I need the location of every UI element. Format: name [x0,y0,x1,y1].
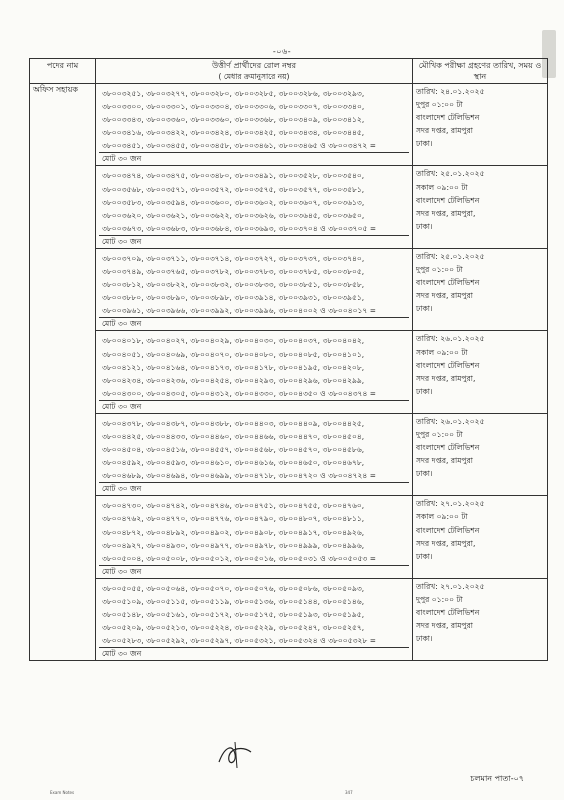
result-table [29,58,548,661]
roll-numbers-line: ৩৮০০৩৮১২, ৩৮০০৩৮২২, ৩৮০০৩৮৩২, ৩৮০০৩৮৩৩, ৩৮০০৩৮৫১, ৩৮০০৩৮৫৮, [102,280,365,290]
total-count: মোট ৩০ জন [99,317,409,329]
total-count: মোট ৩০ জন [99,647,409,659]
interview-schedule-cell [413,166,548,248]
roll-numbers-line: ৩৮০০৩৭৪৯, ৩৮০০৩৭৬৫, ৩৮০০৩৭৮২, ৩৮০০৩৭৮৩, ৩৮০০৩৭৮৫, ৩৮০০৩৮০৫, [102,267,365,277]
schedule-line: সকাল ০৯:০০ টা [416,182,468,192]
signature-mark [215,740,255,770]
roll-numbers-line: ৩৮০০৪৫০৪, ৩৮০০৪৫১৬, ৩৮০০৪৫৫৭, ৩৮০০৪৫৬৮, ৩৮০০৪৫৭০, ৩৮০০৪৫৮৬, [102,445,365,455]
roll-numbers-line: ৩৮০০৪৩০০, ৩৮০০৪৩০৫, ৩৮০০৪৩১২, ৩৮০০৪৩৩০, ৩৮০০৪৩৫০ ও ৩৮০০৪৩৭৪ = [102,388,377,398]
roll-numbers-cell [96,413,413,495]
schedule-line: সদর দপ্তর, রামপুরা [416,291,473,301]
schedule-line: তারিখ: ২৬.০১.২০২৫ [416,334,485,344]
roll-numbers-line: ৩৮০০৪৬৮৯, ৩৮০০৪৬৯৪, ৩৮০০৪৬৯৯, ৩৮০০৪৭১৮, ৩৮০০৪৭২০ ও ৩৮০০৪৭২৪ = [102,471,377,481]
continued-note: চলমান পাতা-০৭ [470,774,524,783]
schedule-line: তারিখ: ২৬.০১.২০২৫ [416,416,485,426]
table-row [30,84,548,166]
table-row [30,413,548,495]
interview-schedule-cell [413,496,548,578]
schedule-line: ঢাকা। [416,304,433,314]
roll-numbers-list [99,580,409,647]
schedule-line: বাংলাদেশ টেলিভিশন [416,195,480,205]
post-column-header: পদের নাম [30,59,96,84]
total-count: মোট ৩০ জন [99,482,409,494]
schedule-line: সদর দপ্তর, রামপুরা, [416,208,476,218]
schedule-line: বাংলাদেশ টেলিভিশন [416,360,480,370]
schedule-line: বাংলাদেশ টেলিভিশন [416,525,480,535]
roll-numbers-line: ৩৮০০৩৮৮০, ৩৮০০৩৮৯০, ৩৮০০৩৮৯৮, ৩৮০০৩৯১৪, ৩৮০০৩৯৩১, ৩৮০০৩৯৫১, [102,293,365,303]
schedule-line: ঢাকা। [416,551,433,561]
roll-numbers-line: ৩৮০০৫২৮৩, ৩৮০০৫২৯২, ৩৮০০৫২৯৭, ৩৮০০৫৩২১, ৩৮০০৫৩২৪ ও ৩৮০০৫৩২৮ = [102,636,377,646]
interview-schedule-cell [413,578,548,660]
table-row [30,166,548,248]
roll-numbers-line: ৩৮০০৩৫৮৩, ৩৮০০৩৫৯৪, ৩৮০০৩৬০০, ৩৮০০৩৬০২, ৩৮০০৩৬০৭, ৩৮০০৩৬১৩, [102,197,365,207]
schedule-line: তারিখ: ২৪.০১.২০২৫ [416,87,485,96]
roll-numbers-list [99,332,409,399]
roll-numbers-cell [96,166,413,248]
schedule-line: ঢাকা। [416,139,433,149]
footer-page-mark: 347 [345,790,353,795]
roll-numbers-line: ৩৮০০৪৭৩০, ৩৮০০৪৭৪২, ৩৮০০৪৭৪৬, ৩৮০০৪৭৫১, ৩৮০০৪৭৫৫, ৩৮০০৪৭৬০, [102,501,365,511]
date-column-header: মৌখিক পরীক্ষা গ্রহণের তারিখ, সময় ও স্থান [413,59,548,84]
roll-numbers-cell [96,331,413,413]
roll-numbers-line: ৩৮০০৪৮৭২, ৩৮০০৪৮৯২, ৩৮০০৪৯০২, ৩৮০০৪৯০৮, ৩৮০০৪৯১৭, ৩৮০০৪৯২৬, [102,527,365,537]
roll-numbers-list [99,497,409,564]
table-row [30,496,548,578]
roll-numbers-line: ৩৮০০৪৫৯২, ৩৮০০৪৫৯৩, ৩৮০০৪৬১০, ৩৮০০৪৬১৬, ৩৮০০৪৬৫০, ৩৮০০৪৬৭৮, [102,458,365,468]
post-name-cell: অফিস সহায়ক [30,84,96,661]
roll-numbers-line: ৩৮০০৫০৫৫, ৩৮০০৫০৬৪, ৩৮০০৫০৭০, ৩৮০০৫০৭৬, ৩৮০০৫০৮৬, ৩৮০০৫০৯৩, [102,583,365,593]
schedule-line: ঢাকা। [416,221,433,231]
schedule-line: সকাল ০৯:০০ টা [416,512,468,522]
footer-left-mark: Exam Notes [50,790,75,795]
page-number: -০৬- [272,47,292,56]
roll-column-subtitle: ( মেধার ক্রমানুসারে নয়) [218,72,290,81]
roll-numbers-line: ৩৮০০৫০০৪, ৩৮০০৫০০৮, ৩৮০০৫০১২, ৩৮০০৫০১৬, ৩৮০০৫০৩১ ও ৩৮০০৫০৫৩ = [102,553,377,563]
roll-numbers-line: ৩৮০০৪৭৬২, ৩৮০০৪৭৭০, ৩৮০০৪৭৭৬, ৩৮০০৪৭৯০, ৩৮০০৪৮০৭, ৩৮০০৪৮১১, [102,514,365,524]
schedule-line: দুপুর ০১:০০ টা [416,594,463,604]
roll-numbers-cell [96,84,413,166]
roll-numbers-line: ৩৮০০৫২০৯, ৩৮০০৫২১৩, ৩৮০০৫২২৪, ৩৮০০৫২২৯, ৩৮০০৫২৪৭, ৩৮০০৫২৫৭, [102,623,365,633]
schedule-line: বাংলাদেশ টেলিভিশন [416,608,480,617]
roll-numbers-line: ৩৮০০৩৪৭৪, ৩৮০০৩৪৭৫, ৩৮০০৩৪৮০, ৩৮০০৩৪৯১, ৩৮০০৩৫২৮, ৩৮০০৩৫৪০, [102,171,365,181]
table-header-row [30,59,548,84]
roll-numbers-line: ৩৮০০৩৩৪৩, ৩৮০০৩৩৬০, ৩৮০০৩৩৬০, ৩৮০০৩৩৬৮, ৩৮০০৩৪০৯, ৩৮০০৩৪১২, [102,115,365,125]
total-count: মোট ৩০ জন [99,400,409,412]
schedule-line: তারিখ: ২৫.০১.২০২৫ [416,251,485,261]
schedule-line: সদর দপ্তর, রামপুরা [416,456,473,466]
roll-numbers-line: ৩৮০০৩৫৬৮, ৩৮০০৩৫৭১, ৩৮০০৩৫৭২, ৩৮০০৩৫৭৫, ৩৮০০৩৫৭৭, ৩৮০০৩৫৮১, [102,184,365,194]
total-count: মোট ৩০ জন [99,565,409,577]
roll-column-header [96,59,413,84]
total-count: মোট ৩০ জন [99,235,409,247]
roll-numbers-list [99,415,409,482]
schedule-line: দুপুর ০১:০০ টা [416,429,463,439]
roll-numbers-cell [96,496,413,578]
roll-numbers-line: ৩৮০০৪৩৭৮, ৩৮০০৪৩৮৭, ৩৮০০৪৩৮৮, ৩৮০০৪৪০৩, ৩৮০০৪৪০৯, ৩৮০০৪৪২৫, [102,418,365,428]
schedule-line: দুপুর ০১:০০ টা [416,265,463,275]
roll-numbers-list [99,85,409,152]
schedule-line: সদর দপ্তর, রামপুরা [416,126,473,136]
roll-numbers-list [99,167,409,234]
schedule-line: দুপুর ০১:০০ টা [416,100,463,110]
roll-numbers-line: ৩৮০০৪৪২৫, ৩৮০০৪৪৩৩, ৩৮০০৪৪৬০, ৩৮০০৪৪৬৬, ৩৮০০৪৪৭০, ৩৮০০৪৫০৪, [102,431,365,441]
interview-schedule-cell [413,248,548,330]
table-row [30,248,548,330]
schedule-line: বাংলাদেশ টেলিভিশন [416,443,480,453]
roll-numbers-line: ৩৮০০৩৪১৬, ৩৮০০৩৪২২, ৩৮০০৩৪২৪, ৩৮০০৩৪২৫, ৩৮০০৩৪৩৪, ৩৮০০৩৪৪৫, [102,128,365,138]
schedule-line: ঢাকা। [416,634,433,644]
schedule-line: সদর দপ্তর, রামপুরা [416,621,473,631]
roll-numbers-line: ৩৮০০৩৬২০, ৩৮০০৩৬২১, ৩৮০০৩৬২২, ৩৮০০৩৬২৬, ৩৮০০৩৬৪৫, ৩৮০০৩৬৫০, [102,210,365,220]
roll-numbers-line: ৩৮০০৪১২১, ৩৮০০৪১৬৪, ৩৮০০৪১৭৩, ৩৮০০৪১৭৮, ৩৮০০৪১৯৫, ৩৮০০৪২০৮, [102,362,365,372]
roll-numbers-line: ৩৮০০৪৯২৭, ৩৮০০৪৯৩০, ৩৮০০৪৯৭৭, ৩৮০০৪৯৭৮, ৩৮০০৪৯৯৯, ৩৮০০৪৯৯৬, [102,540,365,550]
roll-numbers-line: ৩৮০০৩৭০৯, ৩৮০০৩৭১১, ৩৮০০৩৭১৪, ৩৮০০৩৭২৭, ৩৮০০৩৭৩৭, ৩৮০০৩৭৪০, [102,253,365,263]
roll-numbers-cell [96,248,413,330]
roll-numbers-list [99,250,409,317]
roll-numbers-line: ৩৮০০৪০৫১, ৩৮০০৪০৬৯, ৩৮০০৪০৭০, ৩৮০০৪০৮০, ৩৮০০৪০৮৫, ৩৮০০৪১০১, [102,349,365,359]
schedule-line: ঢাকা। [416,386,433,396]
roll-numbers-line: ৩৮০০৩৬৭৩, ৩৮০০৩৬৮৩, ৩৮০০৩৬৮৪, ৩৮০০৩৬৯৩, ৩৮০০৩৭০৪ ও ৩৮০০৩৭০৫ = [102,223,377,233]
schedule-line: তারিখ: ২৭.০১.২০২৫ [416,499,485,509]
roll-column-title: উত্তীর্ণ প্রার্থীদের রোল নম্বর [211,61,297,70]
table-body [30,84,548,661]
schedule-line: তারিখ: ২৫.০১.২০২৫ [416,169,485,179]
schedule-line: ঢাকা। [416,469,433,479]
roll-numbers-line: ৩৮০০৪২৩৪, ৩৮০০৪২৩৬, ৩৮০০৪২৫৪, ৩৮০০৪২৯৩, ৩৮০০৪২৯৬, ৩৮০০৪২৯৯, [102,375,365,385]
interview-schedule-cell [413,84,548,166]
table-row [30,331,548,413]
schedule-line: বাংলাদেশ টেলিভিশন [416,113,480,123]
table-row [30,578,548,660]
schedule-line: সদর দপ্তর, রামপুরা, [416,373,476,383]
total-count: মোট ৩০ জন [99,152,409,164]
schedule-line: সকাল ০৯:০০ টা [416,347,468,357]
roll-numbers-line: ৩৮০০৪০১৮, ৩৮০০৪০২৭, ৩৮০০৪০২৯, ৩৮০০৪০৩০, ৩৮০০৪০৩৭, ৩৮০০৪০৪২, [102,336,365,346]
roll-numbers-line: ৩৮০০৫১০৯, ৩৮০০৫১১৫, ৩৮০০৫১১৯, ৩৮০০৫১৩৬, ৩৮০০৫১৪৪, ৩৮০০৫১৪৬, [102,596,365,606]
roll-numbers-line: ৩৮০০৫১৪৮, ৩৮০০৫১৬১, ৩৮০০৫১৭২, ৩৮০০৫১৭৫, ৩৮০০৫১৯৩, ৩৮০০৫১৯৫, [102,610,365,619]
interview-schedule-cell [413,331,548,413]
roll-numbers-line: ৩৮০০৩৪৫১, ৩৮০০৩৪৫৫, ৩৮০০৩৪৫৮, ৩৮০০৩৪৬১, ৩৮০০৩৪৬৫ ও ৩৮০০৩৪৭২ = [102,141,377,151]
roll-numbers-line: ৩৮০০৩২৫১, ৩৮০০৩২৭৭, ৩৮০০৩২৮০, ৩৮০০৩২৮৫, ৩৮০০৩২৮৬, ৩৮০০৩২৯৩, [102,89,365,98]
schedule-line: তারিখ: ২৭.০১.২০২৫ [416,581,485,591]
roll-numbers-line: ৩৮০০৩৩০০, ৩৮০০৩৩০১, ৩৮০০৩৩০৪, ৩৮০০৩৩০৬, ৩৮০০৩৩০৭, ৩৮০০৩৩৪০, [102,102,365,112]
schedule-line: সদর দপ্তর, রামপুরা, [416,538,476,548]
roll-numbers-cell [96,578,413,660]
schedule-line: বাংলাদেশ টেলিভিশন [416,278,480,288]
roll-numbers-line: ৩৮০০৩৯৬১, ৩৮০০৩৯৬৬, ৩৮০০৩৯৯২, ৩৮০০৩৯৯৬, ৩৮০০৪০০২ ও ৩৮০০৪০১৭ = [102,306,377,316]
interview-schedule-cell [413,413,548,495]
